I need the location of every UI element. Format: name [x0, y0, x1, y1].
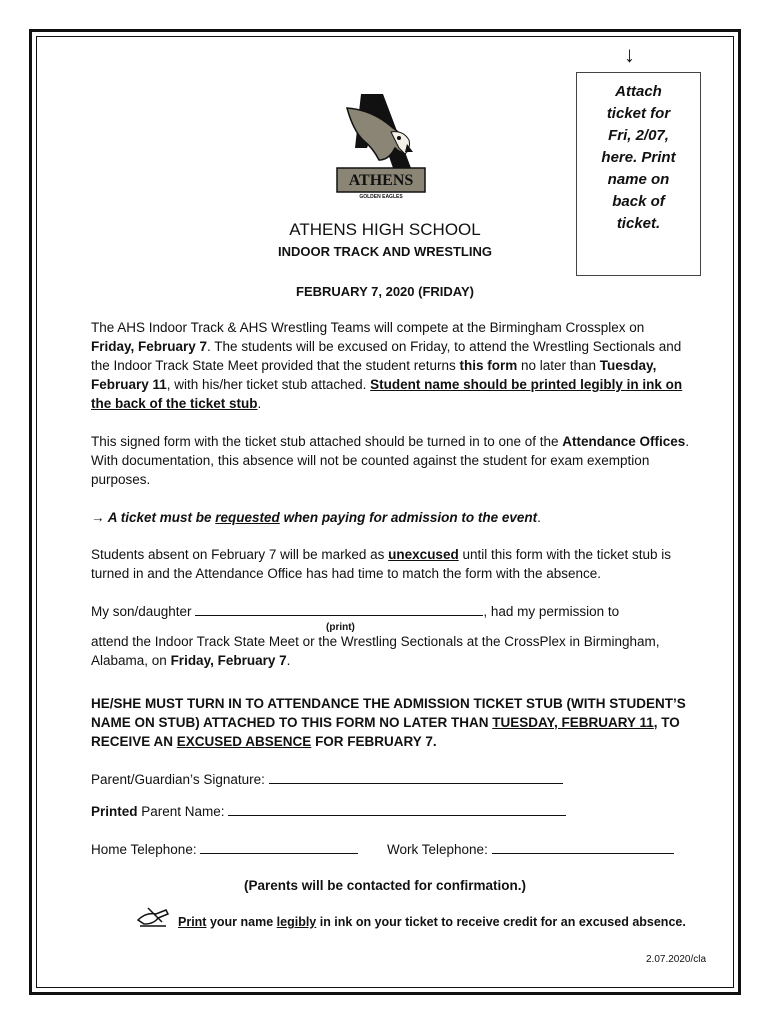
work-phone-field[interactable] [492, 840, 674, 854]
printed-name-row: Printed Parent Name: [91, 802, 566, 819]
paragraph-attendance: This signed form with the ticket stub attached should be turned in to one of the Attendance Offices. With documentation, this absence will not be counted against the student for exam exemption purposes. [91, 434, 690, 487]
paragraph-unexcused: Students absent on February 7 will be marked as unexcused until this form with the ticket stub is turned in and the Attendance Office has had time to match the form with the absence. [91, 547, 672, 581]
writing-hand-icon [136, 906, 170, 928]
eagle-logo-icon [333, 88, 429, 200]
permission-statement: My son/daughter , had my permission to attend the Indoor Track State Meet or the Wrestling Sectionals at the CrossPlex in Birmingham, Alabama, on Friday, February 7. [91, 604, 660, 668]
attach-line: name on [607, 171, 670, 188]
school-title: ATHENS HIGH SCHOOL [289, 220, 481, 239]
event-date: FEBRUARY 7, 2020 (FRIDAY) [296, 284, 474, 299]
down-arrow-icon: ↓ [624, 42, 635, 67]
event-subtitle: INDOOR TRACK AND WRESTLING [277, 244, 492, 259]
signature-row: Parent/Guardian’s Signature: [91, 770, 563, 787]
student-name-field[interactable] [195, 602, 483, 616]
print-legibly-note: Print your name legibly in ink on your ticket to receive credit for an excused absence. [178, 915, 686, 929]
attach-line: back of [612, 193, 665, 210]
logo-text: ATHENS [348, 172, 414, 189]
home-phone-field[interactable] [200, 840, 358, 854]
deadline-statement: HE/SHE MUST TURN IN TO ATTENDANCE THE ADMISSION TICKET STUB (WITH STUDENT’S NAME ON STUB) ATTACHED TO THIS FORM NO LATER THAN TUESDAY, FEBRUARY 11, TO RECEIVE AN EXCUSED ABSENCE FOR FEBRUARY 7. [91, 696, 686, 749]
attach-line: here. Print [601, 149, 676, 166]
signature-field[interactable] [269, 770, 563, 784]
printed-name-field[interactable] [228, 802, 566, 816]
logo-subtext: GOLDEN EAGLES [359, 194, 403, 200]
attach-line: ticket for [606, 105, 671, 122]
form-code: 2.07.2020/cla [646, 954, 707, 965]
work-phone-row: Work Telephone: [387, 840, 674, 857]
attach-line: Attach [615, 83, 662, 100]
paragraph-competition: The AHS Indoor Track & AHS Wrestling Teams will compete at the Birmingham Crossplex on Friday, February 7. The students will be excused on Friday, to attend the Wrestling Sectionals and the Indoor Track State Meet provided that the student returns this form no later than Tuesday, February 11, with his/her ticket stub attached. Student name should be printed legibly in ink on the back of the ticket stub. [91, 320, 683, 411]
attach-line: Fri, 2/07, [608, 127, 669, 144]
attach-line: ticket. [616, 215, 661, 232]
home-phone-row: Home Telephone: [91, 840, 358, 857]
print-label: (print) [326, 622, 355, 633]
ticket-requirement-note: → A ticket must be requested when paying for admission to the event. [91, 510, 541, 525]
contact-note: (Parents will be contacted for confirmation.) [243, 878, 527, 893]
